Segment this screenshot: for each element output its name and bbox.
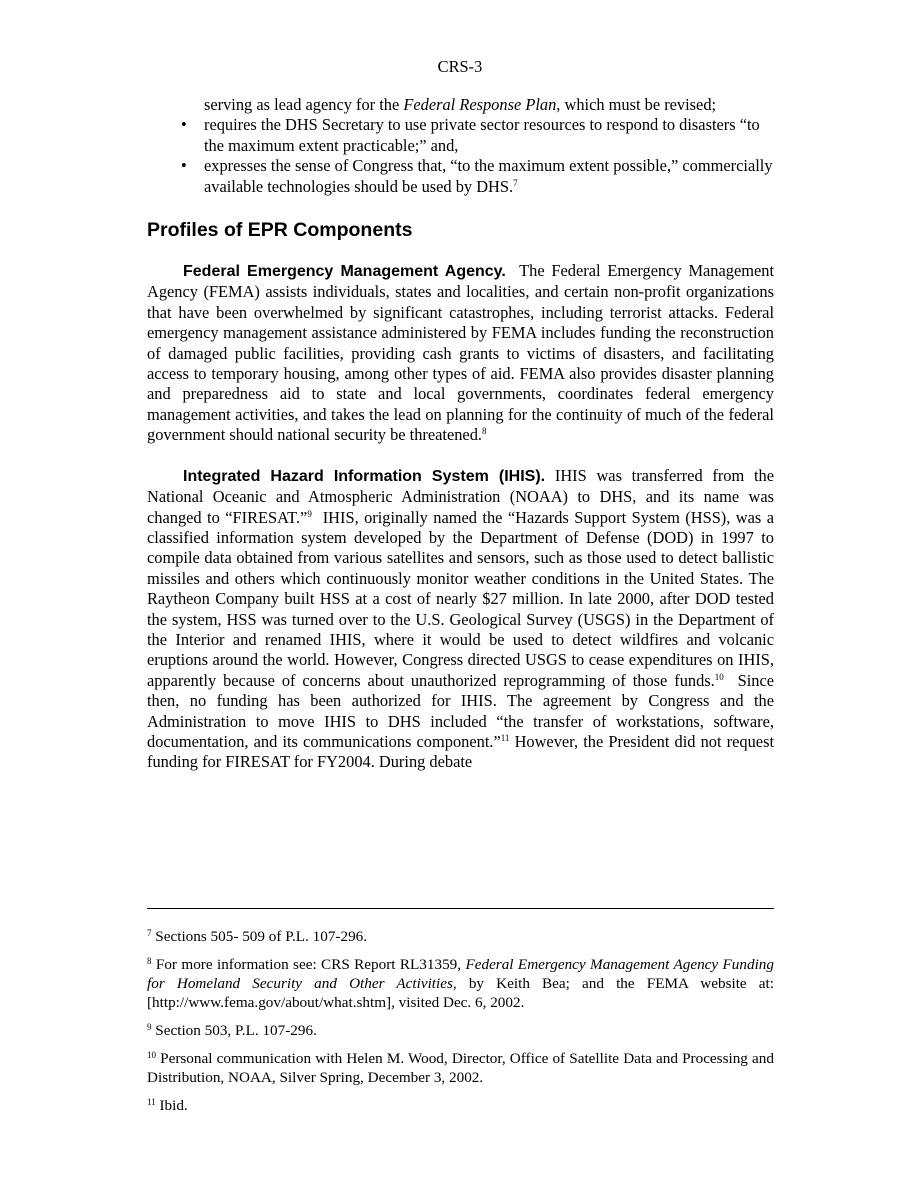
footnote-8: [147, 955, 774, 1012]
ihis-text-part3: Since then, no funding has been authorized for IHIS. The agreement by Congress and the Administration to move IHIS to DHS included “the transfer of workstations, software, documentation, and its communications component.”: [147, 670, 774, 751]
main-content: [147, 95, 774, 793]
ihis-text-part4: However, the President did not request funding for FIRESAT for FY2004. During debate: [147, 731, 774, 772]
footnote-text-before: For more information see: CRS Report RL31359,: [155, 956, 466, 973]
footnote-number: 11: [147, 1097, 156, 1107]
footnote-text: Ibid.: [159, 1097, 188, 1114]
footnote-number: 9: [147, 1022, 152, 1032]
footnote-text: Sections 505- 509 of P.L. 107-296.: [155, 928, 368, 945]
footnote-ref-8[interactable]: 8: [482, 426, 487, 437]
ihis-paragraph: [147, 466, 774, 773]
footnote-text: Personal communication with Helen M. Wood, Director, Office of Satellite Data and Processing and Distribution, NOAA, Silver Spring, December 3, 2002.: [147, 1050, 774, 1086]
continuation-text-before: serving as lead agency for the: [204, 95, 404, 114]
footnote-divider: [147, 908, 774, 909]
section-heading: Profiles of EPR Components: [147, 219, 413, 242]
ihis-text-part1: IHIS was transferred from the National Oceanic and Atmospheric Administration (NOAA) to DHS, and its name was changed to “FIRESAT.”: [147, 465, 774, 527]
page-number-header: CRS-3: [437, 57, 483, 76]
bullet-continuation: [147, 95, 774, 115]
bullet-item: [147, 156, 774, 197]
footnote-report-title: Federal Emergency Management Agency Funding for Homeland Security and Other Activities: [147, 956, 774, 992]
fema-body-text: The Federal Emergency Management Agency (FEMA) assists individuals, states and localities, and certain non-profit organizations that have been overwhelmed by significant catastrophes, including terrorist attacks. Federal emergency management assistance administered by FEMA includes funding the reconstruction of damaged public facilities, providing cash grants to victims of disasters, and facilitating access to temporary housing, among other types of aid. FEMA also provides disaster planning and preparedness aid to state and local governments, coordinates federal emergency management activities, and takes the lead on planning for the continuity of much of the federal government should national security be threatened.: [147, 261, 775, 445]
footnote-7: [147, 927, 774, 946]
footnote-number: 8: [147, 956, 152, 966]
bullet-icon: •: [181, 115, 187, 135]
footnote-10: [147, 1049, 774, 1087]
footnote-ref-7[interactable]: 7: [513, 177, 518, 188]
bullet-item: [147, 115, 774, 156]
bullet-icon: •: [181, 156, 187, 176]
footnote-number: 7: [147, 928, 152, 938]
footnote-ref-10[interactable]: 10: [714, 671, 724, 682]
footnote-9: [147, 1021, 774, 1040]
footnote-ref-11[interactable]: 11: [500, 732, 510, 743]
fema-runin-heading: Federal Emergency Management Agency.: [183, 263, 506, 281]
fema-paragraph: [147, 261, 774, 446]
footnote-text: Section 503, P.L. 107-296.: [155, 1022, 317, 1039]
footnote-number: 10: [147, 1050, 156, 1060]
ihis-runin-heading: Integrated Hazard Information System (IHIS).: [183, 467, 546, 485]
federal-response-plan-title: Federal Response Plan: [403, 95, 557, 114]
footnote-11: [147, 1096, 774, 1115]
footnotes-section: [147, 908, 774, 1124]
ihis-text-part2: IHIS, originally named the “Hazards Support System (HSS), was a classified information system developed by the Department of Defense (DOD) in 1997 to compile data obtained from various satellites and sensors, such as those used to detect ballistic missiles and others which continuously monitor weather conditions in the United States. The Raytheon Company built HSS at a cost of nearly $27 million. In late 2000, after DOD tested the system, HSS was turned over to the U.S. Geological Survey (USGS) in the Department of the Interior and renamed IHIS, where it would be used to detect wildfires and volcanic eruptions around the world. However, Congress directed USGS to cease expenditures on IHIS, apparently because of concerns about unauthorized reprogramming of those funds.: [147, 507, 774, 690]
bullet-text: expresses the sense of Congress that, “to the maximum extent possible,” commercially available technologies should be used by DHS.: [204, 156, 773, 196]
footnote-ref-9[interactable]: 9: [307, 508, 312, 519]
bullet-text: requires the DHS Secretary to use private sector resources to respond to disasters “to the maximum extent practicable;” and,: [204, 115, 760, 155]
bullet-list: [147, 95, 774, 197]
footnote-text-after: , by Keith Bea; and the FEMA website at: [http://www.fema.gov/about/what.shtm], visited Dec. 6, 2002.: [147, 975, 774, 1011]
continuation-text-after: , which must be revised;: [556, 95, 717, 114]
